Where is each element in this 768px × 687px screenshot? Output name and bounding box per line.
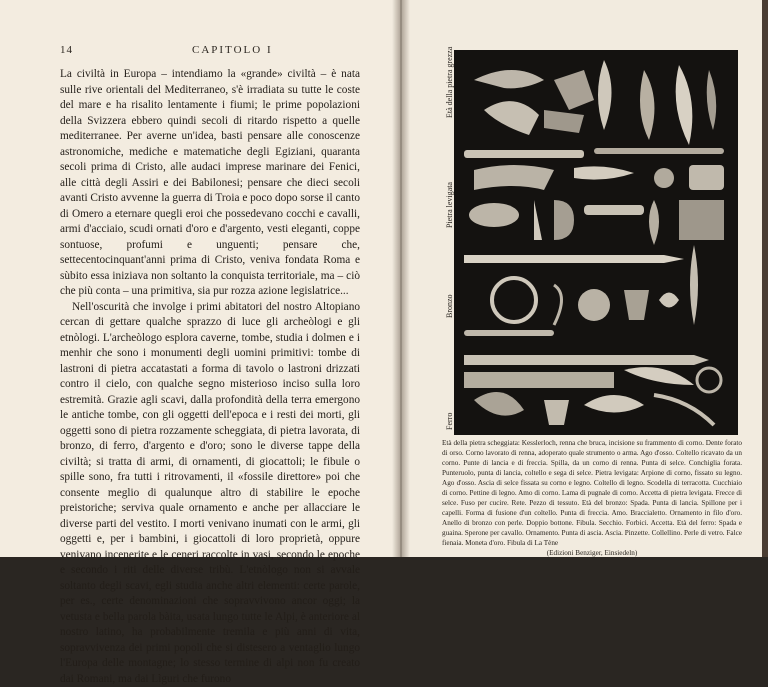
caption-text: Età della pietra scheggiata: Kesslerloch, renna che bruca, incisione su frammento di corno. Dente forato di orso. Corno lavorato di renna, adoperato quale strumento o arma. Ago d'osso. Coltello ricavato da un corno. Punte di lancia e di freccia. Spilla, da un corno di renna. Punta di selce. Conchiglia forata. Punteruolo, punta di lancia, coltello e sega di selce. Pietra levigata: Arpione di corno, fissato su legno. Ago d'osso. Ascia di selce fissata su corno e legno. Coltello di legno. Scodella di terracotta. Cucchiaio di corno. Pettine di legno. Amo di corno. Lama di pugnale di corno. Accetta di pietra levigata. Frecce di selce. Fuso per cucire. Rete. Pezzo di tessuto. Età del bronzo: Spada. Punta di lancia. Spillone per i capelli. Forma di fusione d'un coltello. Punta di freccia. Amo. Braccialetto. Ornamento in filo d'oro. Anello di bronzo con perle. Doppio bottone. Fibula. Secchio. Forbici. Accetta. Età del ferro: Spada e guaina. Sperone per cavallo. Ornamento. Punta di ascia. Ascia. Pinzette. Collellino. Perle di vetro. Falce fienaia. Moneta d'oro. Fibula di La Tène xyxy=(442,438,742,548)
book-gutter xyxy=(392,0,410,557)
left-page xyxy=(0,0,401,557)
chapter-title: CAPITOLO I xyxy=(192,44,273,56)
paragraph-2: Nell'oscurità che involge i primi abitatori del nostro Altopiano cercan di gettare qualche sprazzo di luce gli archeòlogi e gli etnòlogi. L'archeòlogo esplora caverne, tombe, studia i dolmen e i menhir che sono i monumenti degli uomini primitivi: tombe di lastroni di pietra accatastati a forma di tavolo o lastroni drizzati contro il cielo, con qualche segno misterioso inciso sulla loro estremità. Grazie agli scavi, dalla profondità della terra emergono le antiche tombe, con gli oggetti dell'epoca e i resti dei morti, gli oggetti sono di pietra rozzamente scheggiata, di pietra lavorata, di bronzo, di ferro, d'argento e d'oro; sono le diverse tappe della civiltà; si tratta di armi, di ornamenti, di giocattoli; le fibule o spille sono, fra tutti i ritrovamenti, il «fossile direttore» poi che consente meglio di qualunque altro di stabilire le epoche preistoriche; serviva quale ornamento e anche per allacciare le diverse parti del vestito. I morti venivano inumati con le armi, gli oggetti e, per i bambini, i giocattoli di loro proprietà, oppure venivano incenerite e le ceneri raccolte in vasi, secondo le epoche e secondo i riti delle diverse tribù. L'etnòlogo non si avvale soltanto degli scavi, egli studia anche altri elementi: certe parole, per es., certe denominazioni che sopravvivono ancor oggi; la vetusta e bella parola bàita, usata lungo tutte le Alpi, è anteriore al nostro latino, ha probabilmente tremila e più anni di vita, sopravvivenza dei primi popoli che si distesero a ventaglio lungo l'Europa delle montagne; lo stesso termine di alpi non fu creato dai Romani, ma dai Lìguri che furono xyxy=(60,300,360,687)
plate-caption xyxy=(442,438,742,558)
running-header xyxy=(60,44,360,60)
label-stone-rough: Età della pietra grezza xyxy=(445,47,454,118)
label-iron: Ferro xyxy=(445,413,454,430)
page-edge xyxy=(762,0,768,557)
body-text xyxy=(60,67,360,687)
artifacts-illustration xyxy=(454,50,738,435)
page-number: 14 xyxy=(60,44,73,56)
label-bronze: Bronzo xyxy=(445,294,454,318)
paragraph-1: La civiltà in Europa – intendiamo la «grande» civiltà – è nata sulle rive orientali del Mediterraneo, s'è irradiata su tutte le coste del mare e ha risalito lentamente i fiumi; le prime popolazioni della Svizzera ebbero quindi secoli di ritardo rispetto a quelle mediterranee. Per averne un'idea, basti pensare alle conoscenze astronomiche, mediche e matematiche degli Egiziani, quaranta secoli prima di Cristo, alle audaci imprese marinare dei Fenici, alle città degli Assiri e dei Babilonesi; pensare che dieci secoli avanti Cristo avvenne la guerra di Troia e poco dopo sorse il canto di Omero a eternare quegli eroi che possedevano cocchi e cavalli, armi d'acciaio, scudi ornati d'oro e d'argento, vesti eleganti, coppe sontuose, profumi e unguenti; pensare che, settecentocinquant'anni prima di Cristo, veniva fondata Roma e sùbito essa iniziava non soltanto la conquista territoriale, ma – ciò che più conta – una primitiva, sia pur rozza azione legislatrice... xyxy=(60,67,360,300)
label-polished-stone: Pietra levigata xyxy=(445,182,454,228)
artifacts-plate-image xyxy=(454,50,738,435)
caption-credit: (Edizioni Benziger, Einsiedeln) xyxy=(442,548,742,558)
